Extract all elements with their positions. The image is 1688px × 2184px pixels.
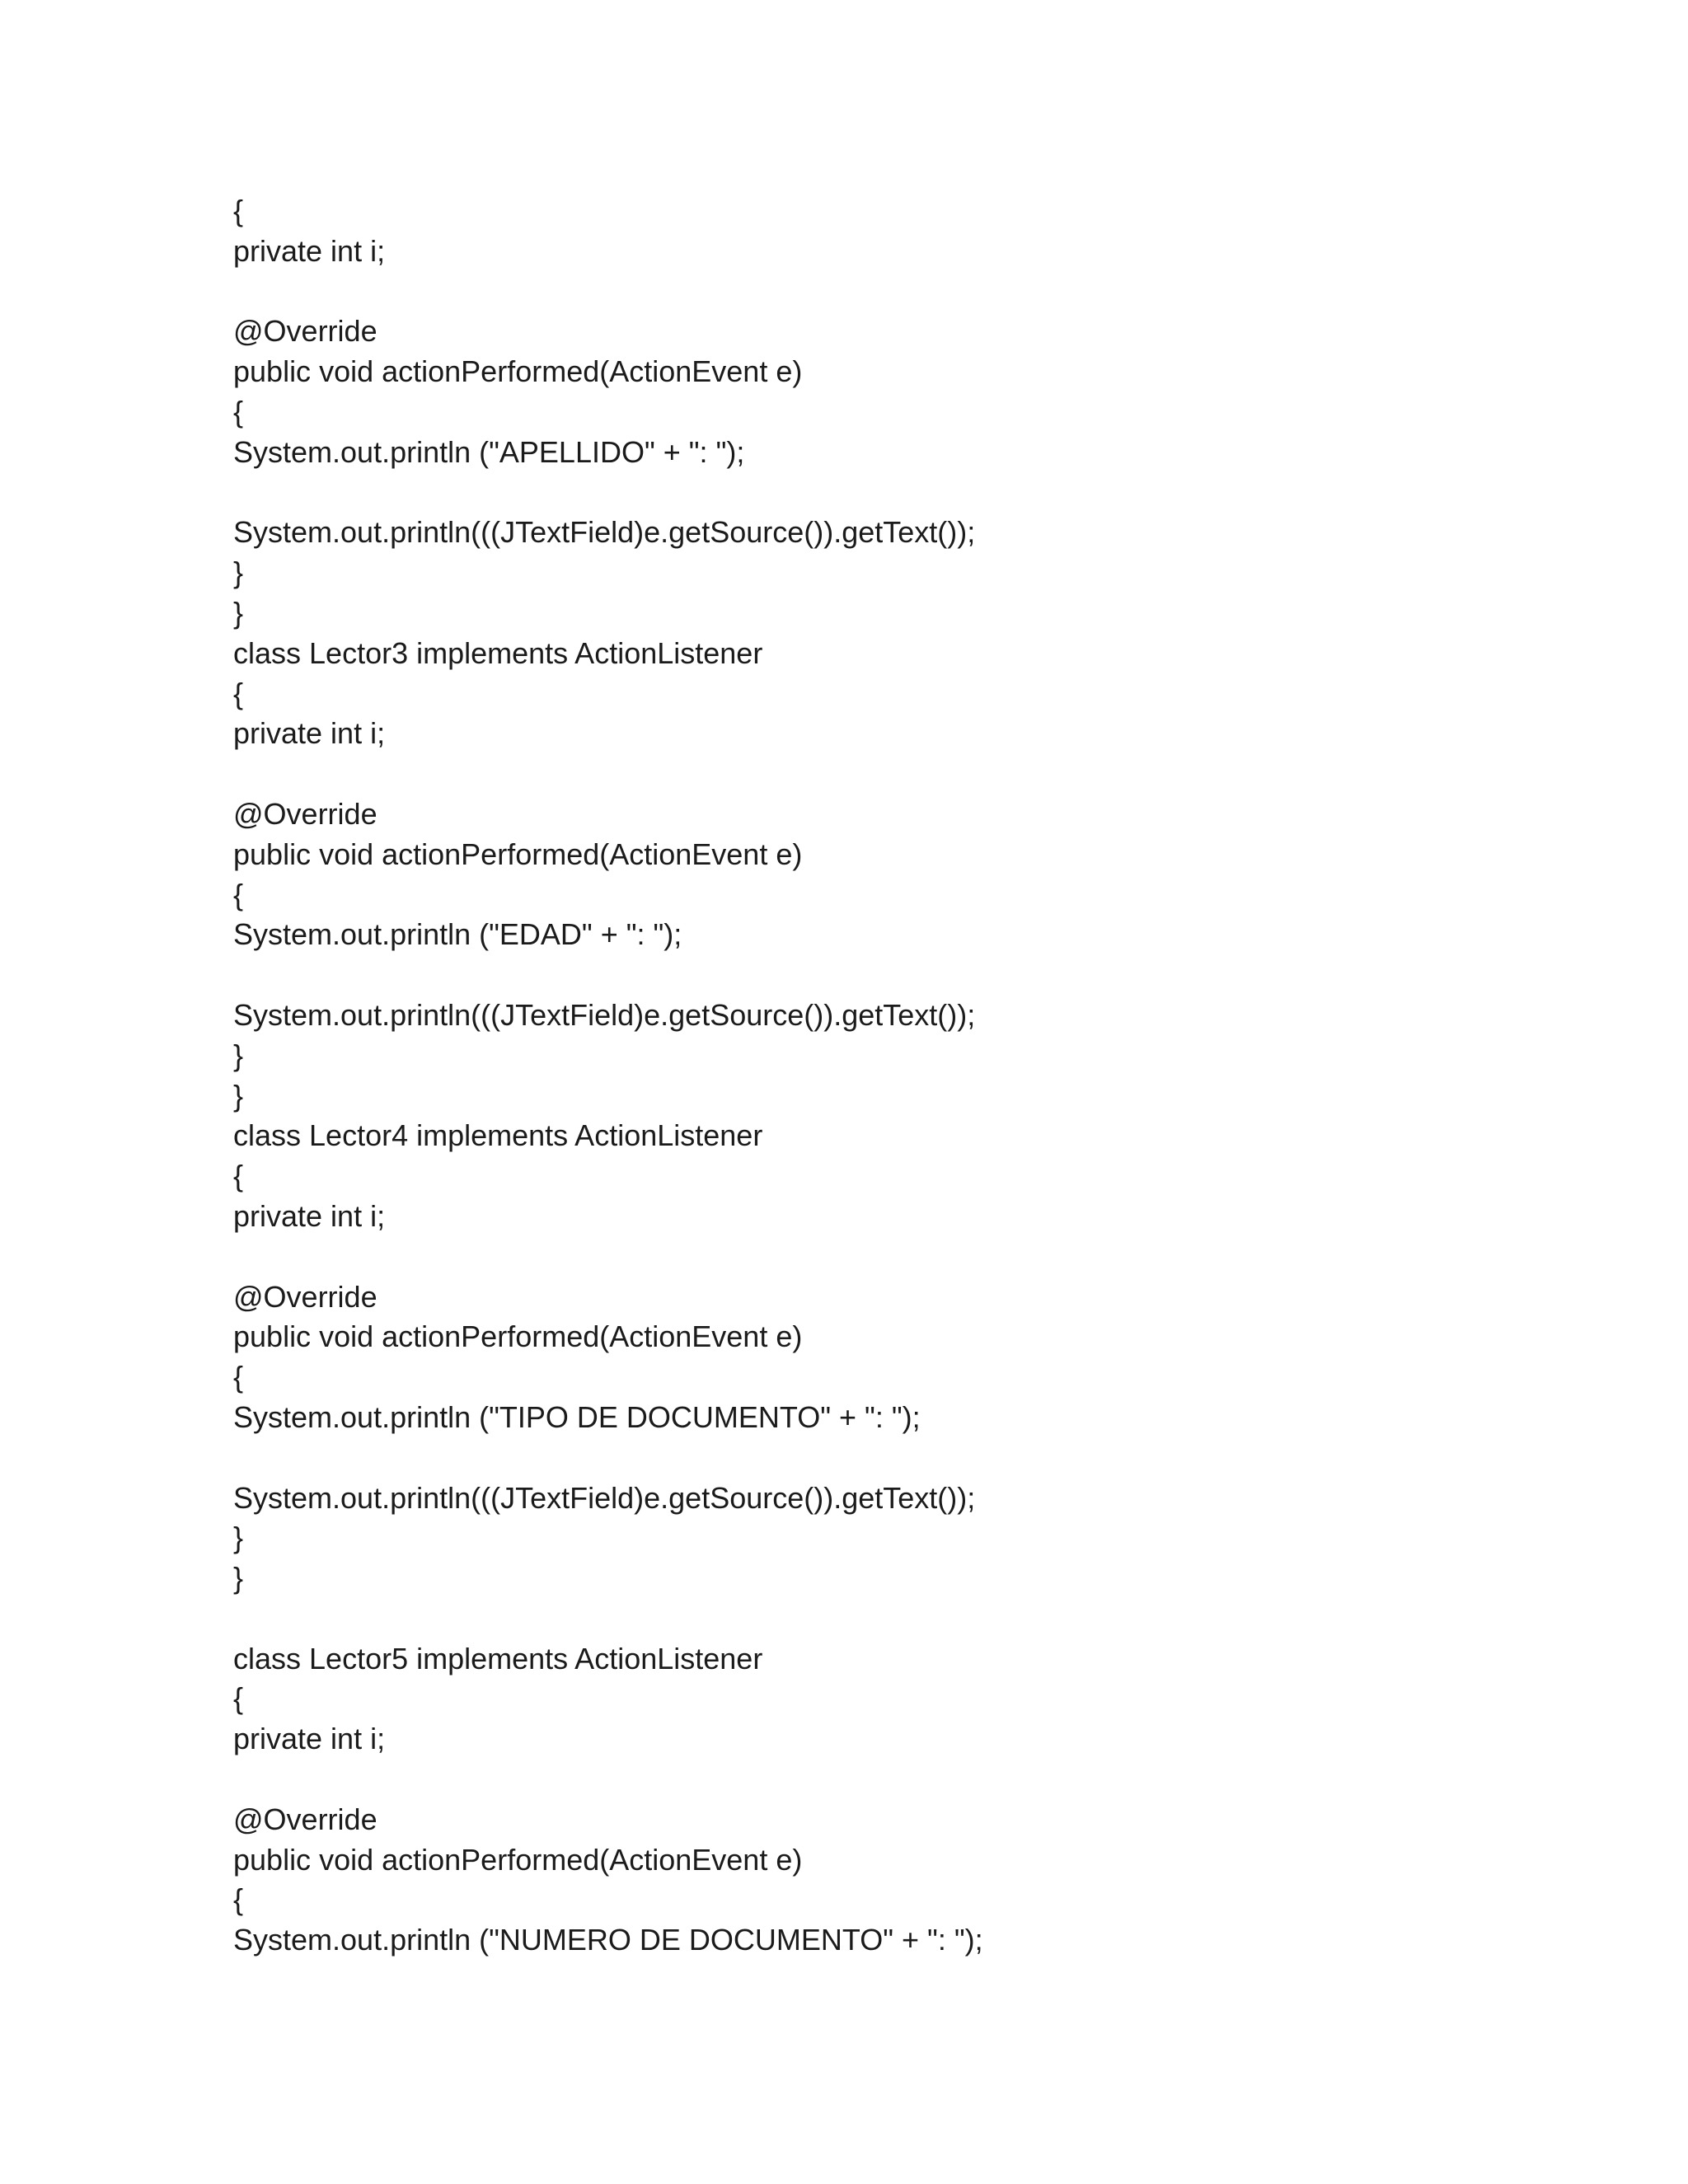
- code-line: private int i;: [233, 1722, 386, 1756]
- code-line: @Override: [233, 1279, 377, 1314]
- code-line: class Lector5 implements ActionListener: [233, 1641, 763, 1675]
- code-line: public void actionPerformed(ActionEvent e): [233, 1319, 803, 1354]
- code-listing: [233, 191, 1552, 1961]
- code-line: }: [233, 1078, 244, 1113]
- code-line: [233, 272, 1552, 312]
- code-line: @Override: [233, 1802, 377, 1836]
- code-line: {: [233, 1360, 244, 1394]
- code-line: System.out.println ("EDAD" + ": ");: [233, 917, 682, 952]
- code-line: [233, 473, 1552, 513]
- code-line: public void actionPerformed(ActionEvent e): [233, 1842, 803, 1877]
- code-line: {: [233, 194, 244, 227]
- code-line: {: [233, 394, 244, 429]
- code-line: {: [233, 1681, 244, 1716]
- code-line: System.out.println ("APELLIDO" + ": ");: [233, 434, 745, 469]
- code-line: [233, 1237, 1552, 1277]
- code-line: System.out.println(((JTextField)e.getSource()).getText());: [233, 1480, 976, 1515]
- code-line: private int i;: [233, 1198, 386, 1233]
- code-line: }: [233, 595, 244, 630]
- code-line: }: [233, 1038, 244, 1072]
- code-line: System.out.println ("TIPO DE DOCUMENTO" + ": ");: [233, 1399, 921, 1434]
- code-line: }: [233, 555, 244, 590]
- code-line: [233, 955, 1552, 996]
- code-line: [233, 1760, 1552, 1800]
- code-line: {: [233, 1882, 244, 1917]
- code-line: private int i;: [233, 716, 386, 751]
- code-line: }: [233, 1521, 244, 1555]
- code-line: public void actionPerformed(ActionEvent e): [233, 837, 803, 871]
- code-line: [233, 754, 1552, 794]
- code-line: [233, 1599, 1552, 1639]
- code-line: System.out.println ("NUMERO DE DOCUMENTO" + ": ");: [233, 1923, 983, 1957]
- code-line: class Lector3 implements ActionListener: [233, 635, 763, 670]
- code-line: {: [233, 877, 244, 912]
- code-line: @Override: [233, 796, 377, 831]
- code-line: System.out.println(((JTextField)e.getSource()).getText());: [233, 515, 976, 550]
- code-line: {: [233, 1159, 244, 1193]
- code-line: private int i;: [233, 233, 386, 268]
- code-line: [233, 1438, 1552, 1479]
- code-line: class Lector4 implements ActionListener: [233, 1118, 763, 1153]
- code-line: {: [233, 676, 244, 710]
- code-line: }: [233, 1561, 244, 1596]
- code-line: public void actionPerformed(ActionEvent e): [233, 354, 803, 389]
- code-line: @Override: [233, 314, 377, 349]
- code-line: System.out.println(((JTextField)e.getSource()).getText());: [233, 997, 976, 1032]
